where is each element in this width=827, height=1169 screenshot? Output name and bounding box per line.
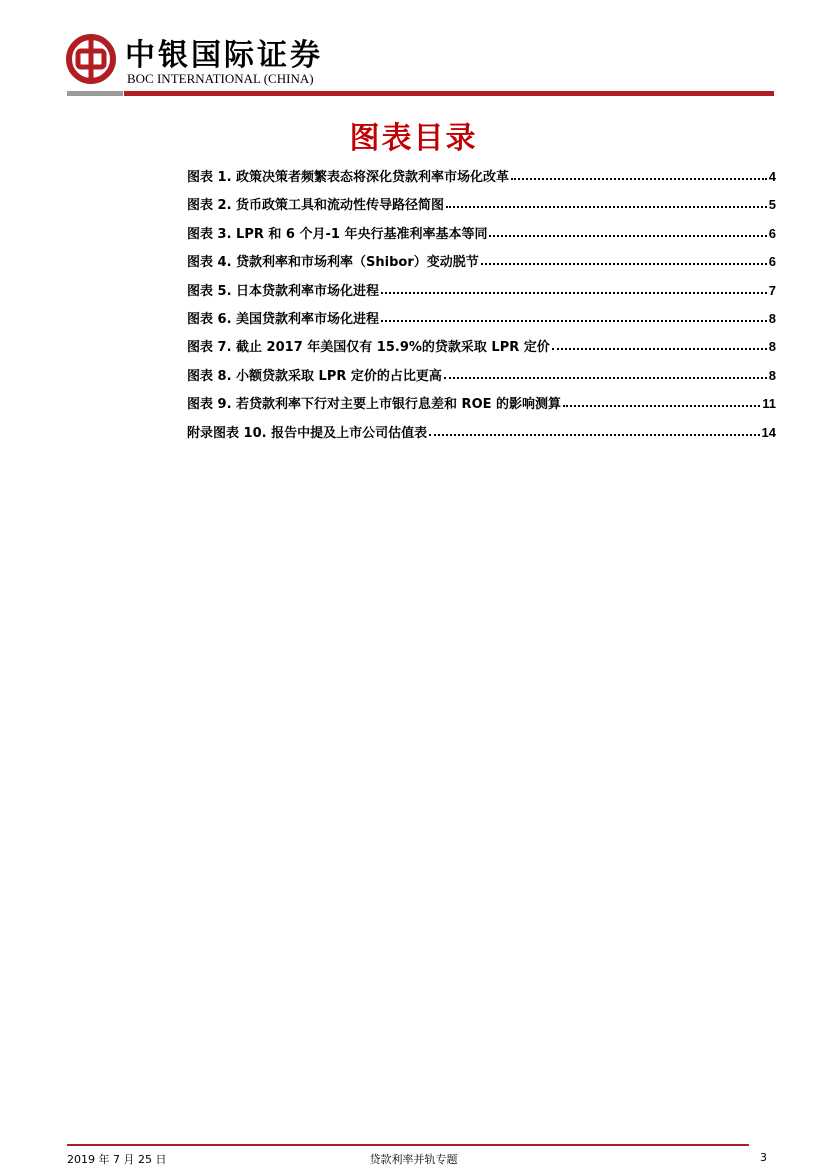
header-rule-red	[124, 91, 774, 96]
toc-entry[interactable]	[187, 422, 776, 450]
toc-entry[interactable]	[187, 308, 776, 336]
toc-entry[interactable]	[187, 194, 776, 222]
toc-dot-leader	[481, 251, 767, 265]
toc-dot-leader	[444, 365, 767, 379]
toc-dot-leader	[446, 194, 767, 208]
toc-entry-page: 5	[768, 197, 776, 213]
toc-dot-leader	[489, 223, 766, 237]
toc-entry-page: 6	[768, 225, 776, 241]
bank-of-china-logo-icon	[66, 34, 116, 84]
toc-entry-page: 8	[768, 339, 776, 355]
toc-entry-label: 图表 8. 小额贷款采取 LPR 定价的占比更高	[187, 368, 442, 384]
toc-entry-label: 附录图表 10. 报告中提及上市公司估值表	[187, 425, 428, 441]
toc-entry-label: 图表 5. 日本贷款利率市场化进程	[187, 283, 380, 299]
brand-name-english: BOC INTERNATIONAL (CHINA)	[127, 71, 314, 86]
toc-dot-leader	[429, 422, 759, 436]
toc-entry-label: 图表 7. 截止 2017 年美国仅有 15.9%的贷款采取 LPR 定价	[187, 340, 550, 356]
toc-entry-label: 图表 2. 货币政策工具和流动性传导路径简图	[187, 198, 445, 214]
toc-entry[interactable]	[187, 223, 776, 251]
toc-entry[interactable]	[187, 336, 776, 364]
toc-entry[interactable]	[187, 166, 776, 194]
toc-dot-leader	[563, 393, 760, 407]
toc-entry[interactable]	[187, 365, 776, 393]
footer-rule	[67, 1144, 749, 1146]
toc-dot-leader	[381, 308, 767, 322]
toc-entry-label: 图表 6. 美国贷款利率市场化进程	[187, 311, 380, 327]
toc-entry-page: 8	[768, 367, 776, 383]
table-of-figures	[187, 166, 776, 450]
page-header	[0, 0, 827, 100]
toc-entry-label: 图表 1. 政策决策者频繁表态将深化贷款利率市场化改革	[187, 170, 510, 185]
footer-topic: 贷款利率并轨专题	[369, 1153, 458, 1166]
brand-name-chinese: 中银国际证券	[125, 38, 323, 73]
toc-entry[interactable]	[187, 393, 776, 421]
toc-dot-leader	[381, 280, 767, 294]
toc-entry-page: 4	[768, 169, 776, 184]
header-rule-grey	[67, 91, 123, 96]
toc-entry[interactable]	[187, 251, 776, 279]
page-title: 图表目录	[349, 121, 478, 156]
toc-entry-label: 图表 3. LPR 和 6 个月-1 年央行基准利率基本等同	[187, 226, 488, 242]
toc-entry[interactable]	[187, 280, 776, 308]
footer-date: 2019 年 7 月 25 日	[67, 1153, 167, 1166]
toc-entry-label: 图表 9. 若贷款利率下行对主要上市银行息差和 ROE 的影响测算	[187, 397, 562, 413]
toc-entry-page: 11	[762, 396, 776, 412]
toc-entry-page: 7	[768, 282, 776, 298]
toc-dot-leader	[511, 166, 767, 180]
toc-entry-label: 图表 4. 贷款利率和市场利率（Shibor）变动脱节	[187, 255, 479, 271]
toc-entry-page: 8	[768, 310, 776, 326]
toc-entry-page: 14	[761, 424, 776, 440]
page-number: 3	[760, 1151, 767, 1164]
toc-dot-leader	[552, 336, 767, 350]
toc-entry-page: 6	[768, 254, 776, 270]
